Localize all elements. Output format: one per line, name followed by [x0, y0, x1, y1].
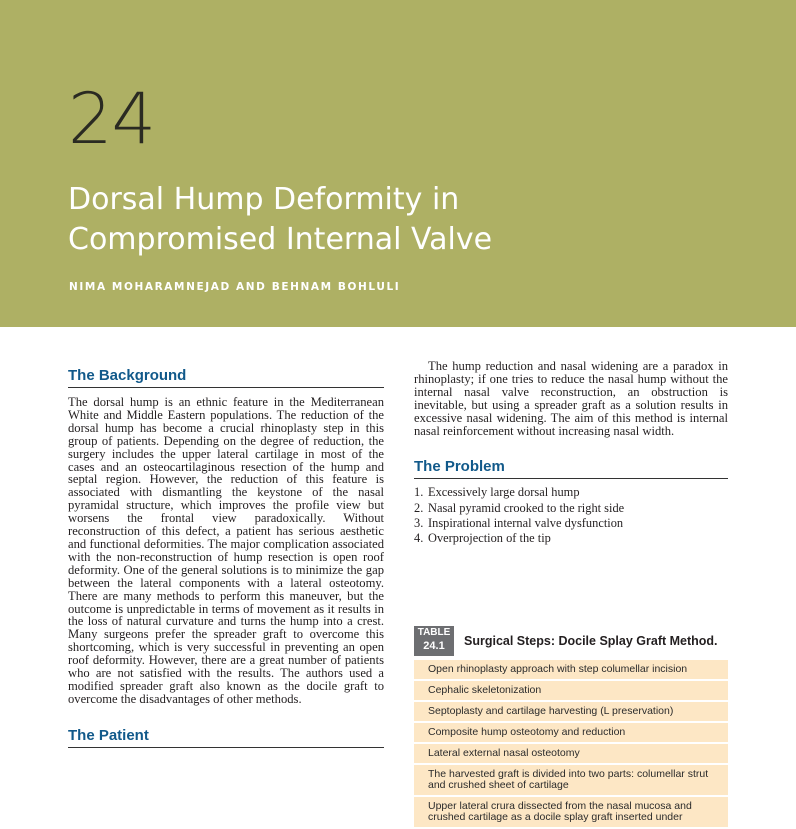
list-item: 4. Overprojection of the tip — [414, 531, 551, 546]
list-item: 1. Excessively large dorsal hump — [414, 485, 580, 500]
table-row — [414, 660, 728, 681]
section-heading-patient: The Patient — [68, 727, 384, 748]
list-item: 2. Nasal pyramid crooked to the right side — [414, 500, 625, 515]
table-cell-line: Lateral external nasal osteotomy — [428, 747, 580, 759]
chapter-authors: NIMA MOHARAMNEJAD AND BEHNAM BOHLULI — [69, 281, 401, 293]
left-column — [68, 367, 384, 748]
intro-paragraph: The hump reduction and nasal widening are a paradox in rhinoplasty; if one tries to reduce the nasal hump without the internal nasal valve reconstruction, an obstruction is inevitable, but using a spreader graft as a solution results in excessive nasal widening. The aim of this method is internal nasal reinforcement without increasing nasal width. — [414, 359, 728, 438]
table-title: Surgical Steps: Docile Splay Graft Method. — [464, 634, 718, 648]
table-row — [414, 797, 728, 829]
list-item: 3. Inspirational internal valve dysfunction — [414, 516, 624, 531]
table-cell-line: The harvested graft is divided into two parts: columellar strut — [428, 768, 709, 780]
table-row — [414, 702, 728, 723]
table-row — [414, 723, 728, 744]
chapter-title-line: Compromised Internal Valve — [68, 222, 493, 257]
table-tag-number: 24.1 — [423, 640, 445, 652]
table-cell-line: Upper lateral crura dissected from the nasal mucosa and — [428, 800, 692, 812]
table-row — [414, 681, 728, 702]
problem-list — [414, 485, 728, 546]
table-cell-line: Septoplasty and cartilage harvesting (L preservation) — [428, 705, 674, 717]
table-body — [414, 660, 728, 829]
chapter-title-line: Dorsal Hump Deformity in — [68, 182, 460, 217]
table-header — [414, 626, 728, 656]
table-cell-line: Open rhinoplasty approach with step columellar incision — [428, 663, 688, 675]
table-cell-line: Cephalic skeletonization — [428, 684, 542, 696]
table-number-tag — [414, 626, 454, 656]
chapter-number: 24 — [68, 78, 156, 160]
table-cell-line: crushed cartilage as a docile splay graft inserted under — [428, 811, 683, 823]
background-paragraph: The dorsal hump is an ethnic feature in the Mediterranean White and Middle Eastern populations. The reduction of the dorsal hump has become a crucial rhinoplasty step in this group of patients. Depending on the degree of reduction, the surgery includes the upper lateral cartilage in most of the cases and an osteocartilaginous resection of the hump and septal region. However, the reduction of this feature is associated with dismantling the keystone of the nasal pyramidal structure, which improves the profile view but worsens the frontal view paradoxically. Without reconstruction of this defect, a patient has serious aesthetic and functional deformities. The major complication associated with the non-reconstruction of hump resection is open roof deformity. One of the general solutions is to minimize the gap between the lateral components with a lateral osteotomy. There are many methods to perform this maneuver, but the outcome is unpredictable in terms of movement as it results in the loss of natural curvature and turns the hump into a crest. Many surgeons prefer the spreader graft to overcome this shortcoming, which is very successful in preventing an open roof deformity. However, there are a great number of patients who are not satisfied with the results. The authors used a modified spreader graft also known as the docile graft to overcome the disadvantages of other methods. — [68, 395, 384, 706]
table-row — [414, 744, 728, 765]
section-heading-problem: The Problem — [414, 458, 728, 479]
table-row — [414, 765, 728, 797]
table-tag-word: TABLE — [417, 627, 451, 638]
chapter-title — [68, 180, 492, 260]
section-heading-background: The Background — [68, 367, 384, 388]
table-cell-line: Composite hump osteotomy and reduction — [428, 726, 626, 738]
chapter-banner — [0, 0, 796, 327]
table-cell-line: and crushed sheet of cartilage — [428, 779, 569, 791]
right-column — [414, 360, 728, 547]
